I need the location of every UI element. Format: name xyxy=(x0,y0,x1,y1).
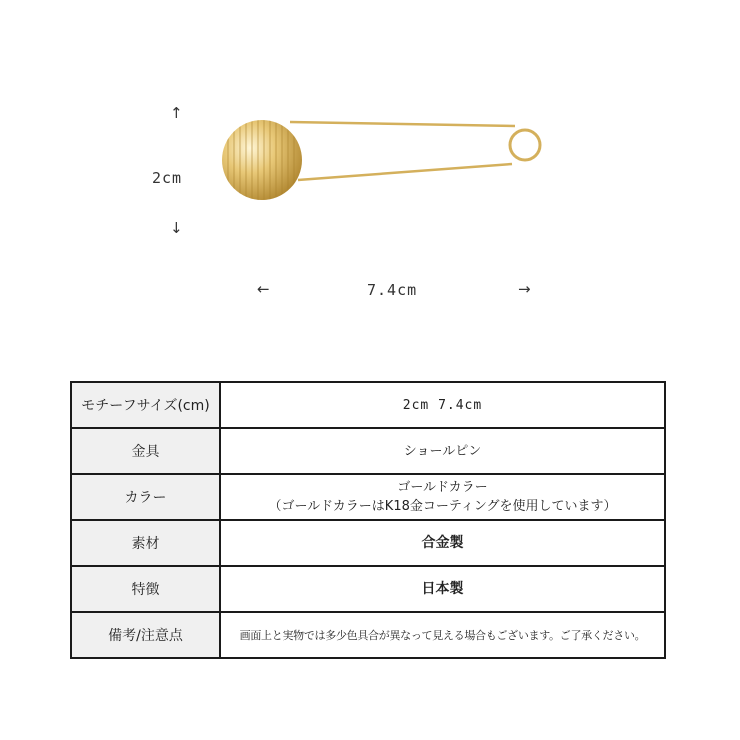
spec-label-material: 素材 xyxy=(71,520,220,566)
table-row xyxy=(71,520,665,566)
spec-value-feature: 日本製 xyxy=(220,566,665,612)
table-row xyxy=(71,428,665,474)
height-label: 2cm xyxy=(152,169,183,187)
width-label: 7.4cm xyxy=(367,281,418,299)
spec-value-color-line1: ゴールドカラー xyxy=(397,480,488,495)
table-row xyxy=(71,612,665,658)
table-row xyxy=(71,382,665,428)
spec-value-material: 合金製 xyxy=(220,520,665,566)
spec-value-color-line2: （ゴールドカラーはK18金コーティングを使用しています） xyxy=(268,499,617,514)
spec-table xyxy=(70,381,666,659)
spec-label-color: カラー xyxy=(71,474,220,520)
spec-label-fitting: 金具 xyxy=(71,428,220,474)
pin-wire xyxy=(290,122,515,126)
pin-wire-lower xyxy=(298,164,512,180)
ball-shawl-pin-image xyxy=(210,100,550,240)
spec-value-notes: 画面上と実物では多少色具合が異なって見える場合もございます。ご了承ください。 xyxy=(220,612,665,658)
table-row xyxy=(71,566,665,612)
pin-loop xyxy=(510,130,540,160)
spec-label-feature: 特徴 xyxy=(71,566,220,612)
right-arrow-icon: → xyxy=(518,280,531,298)
left-arrow-icon: ← xyxy=(257,280,270,298)
spec-value-fitting: ショールピン xyxy=(220,428,665,474)
down-arrow-icon: ↓ xyxy=(170,219,183,237)
spec-label-motif-size: モチーフサイズ(cm) xyxy=(71,382,220,428)
up-arrow-icon: ↑ xyxy=(170,104,183,122)
table-row xyxy=(71,474,665,520)
spec-label-notes: 備考/注意点 xyxy=(71,612,220,658)
spec-value-color xyxy=(220,474,665,520)
spec-value-motif-size: 2cm 7.4cm xyxy=(220,382,665,428)
